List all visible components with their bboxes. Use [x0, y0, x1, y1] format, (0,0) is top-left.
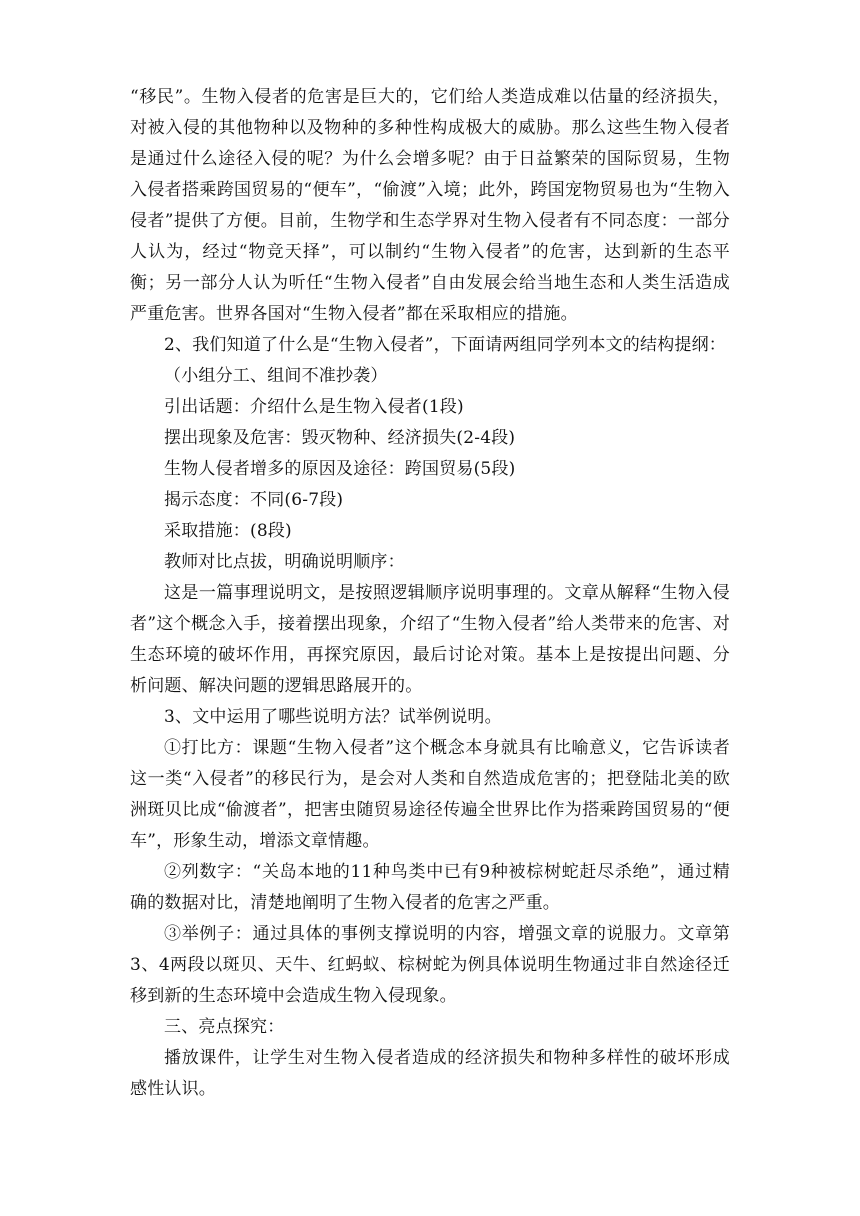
paragraph-continuation: “移民”。生物入侵者的危害是巨大的，它们给人类造成难以估量的经济损失，对被入侵的其他物种以及物种的多种性构成极大的威胁。那么这些生物入侵者是通过什么途径入侵的呢？为什么会增多呢？由于日益繁荣的国际贸易，生物入侵者搭乘跨国贸易的“便车”，“偷渡”入境；此外，跨国宠物贸易也为“生物入侵者”提供了方便。目前，生物学和生态学界对生物入侵者有不同态度：一部分人认为，经过“物竞天择”，可以制约“生物入侵者”的危害，达到新的生态平衡；另一部分人认为听任“生物入侵者”自由发展会给当地生态和人类生活造成严重危害。世界各国对“生物入侵者”都在采取相应的措施。: [130, 87, 730, 324]
explanation-paragraph: 这是一篇事理说明文，是按照逻辑顺序说明事理的。文章从解释“生物入侵者”这个概念入手，接着摆出现象，介绍了“生物入侵者”给人类带来的危害、对生态环境的破坏作用，再探究原因，最后讨论对策。基本上是按提出问题、分析问题、解决问题的逻辑思路展开的。: [130, 583, 730, 696]
question-3-paragraph: 3、文中运用了哪些说明方法？试举例说明。: [164, 707, 502, 727]
outline-item: 生物人侵者增多的原因及途径：跨国贸易(5段): [164, 459, 516, 479]
outline-item: 采取措施：(8段): [164, 521, 292, 541]
method-numbers: ②列数字：“关岛本地的11种鸟类中已有9种被棕树蛇赶尽杀绝”，通过精确的数据对比，清楚地阐明了生物入侵者的危害之严重。: [130, 862, 730, 913]
group-note: （小组分工、组间不准抄袭）: [164, 366, 388, 386]
method-examples: ③举例子：通过具体的事例支撑说明的内容，增强文章的说服力。文章第3、4两段以斑贝、天牛、红蚂蚁、棕树蛇为例具体说明生物通过非自然途径迁移到新的生态环境中会造成生物入侵现象。: [130, 924, 730, 1006]
closing-paragraph: 播放课件，让学生对生物入侵者造成的经济损失和物种多样性的破坏形成感性认识。: [130, 1048, 730, 1099]
teacher-guidance: 教师对比点拔，明确说明顺序：: [164, 552, 405, 572]
section-heading: 三、亮点探究：: [164, 1017, 285, 1037]
outline-item: 摆出现象及危害：毁灭物种、经济损失(2-4段): [164, 428, 516, 448]
question-2-paragraph: 2、我们知道了什么是“生物入侵者”，下面请两组同学列本文的结构提纲：: [164, 335, 726, 355]
document-body: [130, 82, 730, 1105]
method-metaphor: ①打比方：课题“生物入侵者”这个概念本身就具有比喻意义，它告诉读者这一类“入侵者”的移民行为，是会对人类和自然造成危害的；把登陆北美的欧洲斑贝比成“偷渡者”，把害虫随贸易途径传遍全世界比作为搭乘跨国贸易的“便车”，形象生动，增添文章情趣。: [130, 738, 730, 851]
outline-item: 引出话题：介绍什么是生物入侵者(1段): [164, 397, 464, 417]
outline-item: 揭示态度：不同(6-7段): [164, 490, 344, 510]
